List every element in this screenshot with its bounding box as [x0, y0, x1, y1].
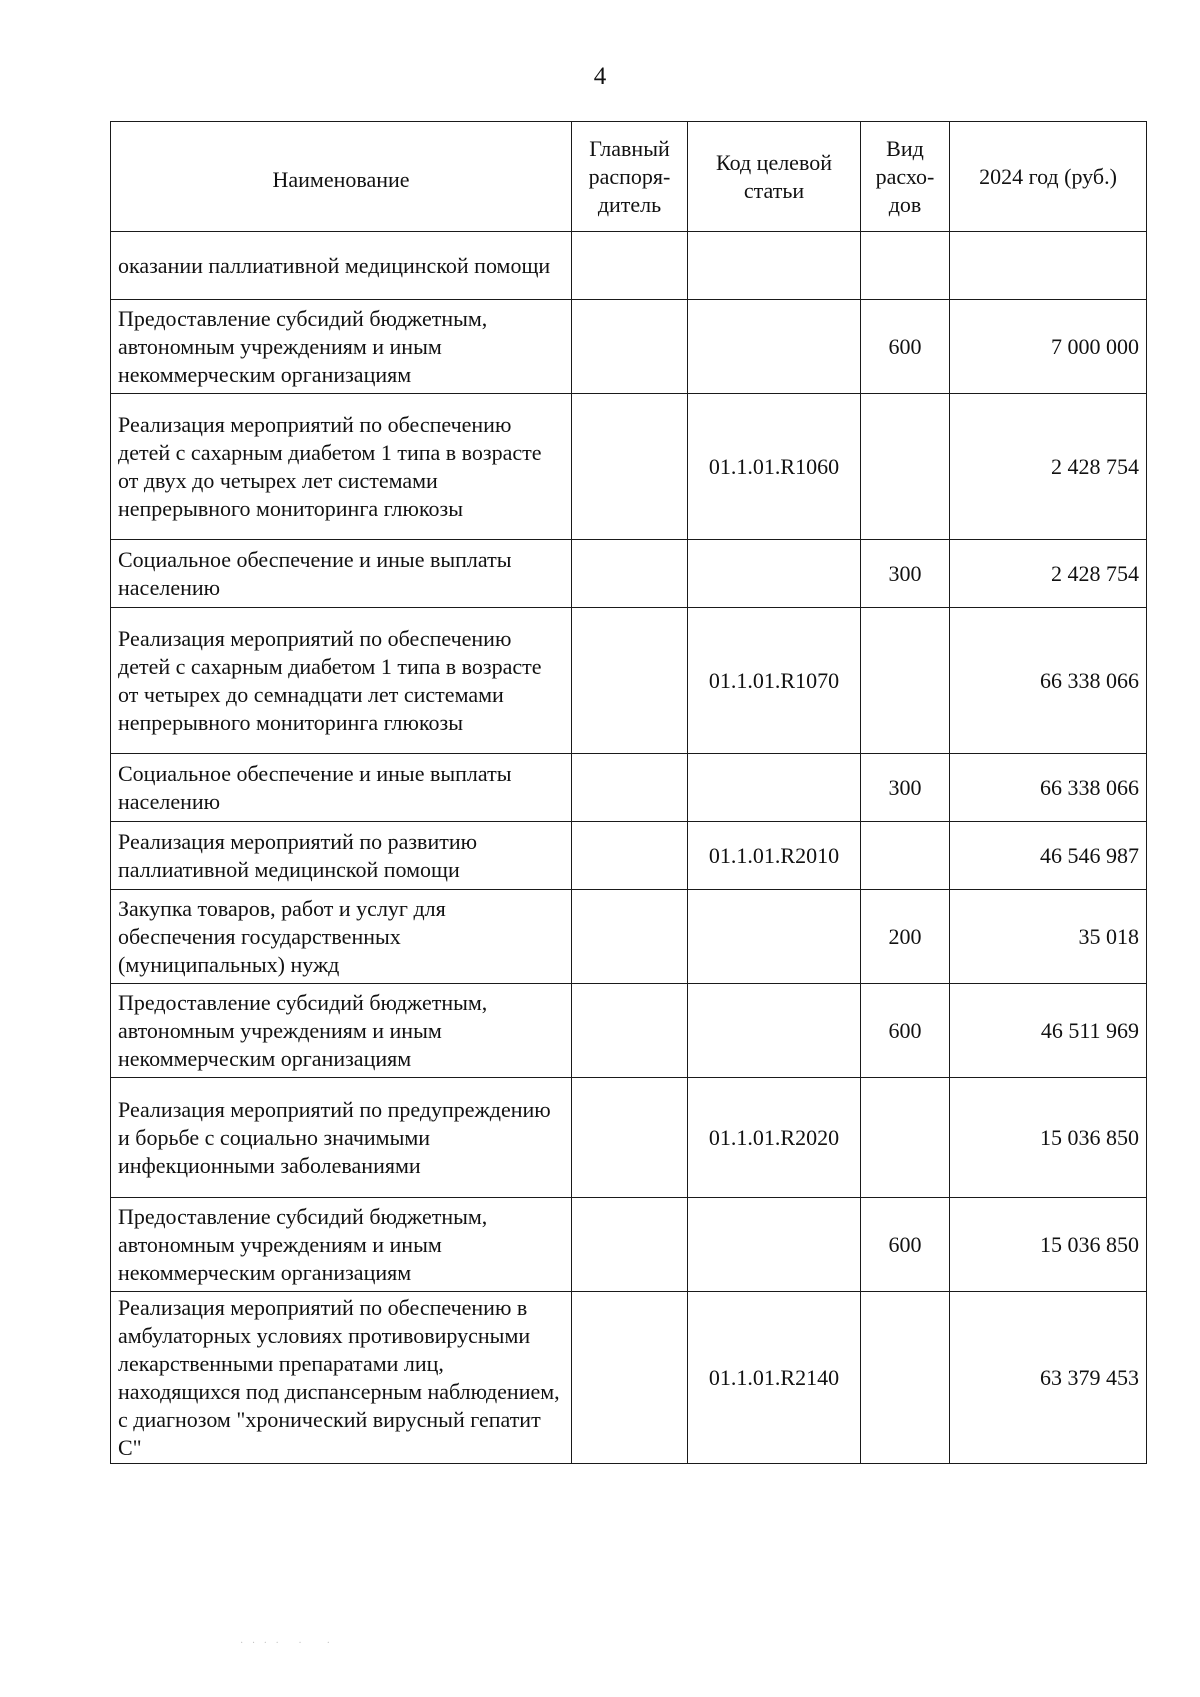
- table-row: [111, 1198, 1147, 1292]
- cell-type: [861, 232, 950, 300]
- header-manager: Главный распоря-дитель: [572, 122, 688, 232]
- cell-code: [688, 754, 861, 822]
- cell-code: 01.1.01.R2010: [688, 822, 861, 890]
- scan-artifact: · · · · · ·: [240, 1638, 333, 1649]
- cell-code: 01.1.01.R2020: [688, 1078, 861, 1198]
- cell-amount: 66 338 066: [950, 754, 1147, 822]
- table-row: [111, 232, 1147, 300]
- page-number: 4: [593, 63, 607, 90]
- table-row: [111, 1292, 1147, 1464]
- cell-name: Реализация мероприятий по предупреждению и борьбе с социально значимыми инфекционными заболеваниями: [111, 1078, 572, 1198]
- cell-name: Закупка товаров, работ и услуг для обеспечения государственных (муниципальных) нужд: [111, 890, 572, 984]
- cell-amount: [950, 232, 1147, 300]
- cell-type: [861, 1078, 950, 1198]
- cell-manager: [572, 608, 688, 754]
- cell-code: [688, 1198, 861, 1292]
- cell-manager: [572, 890, 688, 984]
- cell-manager: [572, 232, 688, 300]
- cell-manager: [572, 300, 688, 394]
- cell-type: [861, 608, 950, 754]
- cell-amount: 2 428 754: [950, 394, 1147, 540]
- cell-amount: 35 018: [950, 890, 1147, 984]
- cell-amount: 15 036 850: [950, 1198, 1147, 1292]
- cell-code: 01.1.01.R2140: [688, 1292, 861, 1464]
- cell-amount: 46 546 987: [950, 822, 1147, 890]
- cell-type: 600: [861, 1198, 950, 1292]
- cell-amount: 46 511 969: [950, 984, 1147, 1078]
- cell-code: [688, 540, 861, 608]
- cell-type: [861, 1292, 950, 1464]
- cell-name: Предоставление субсидий бюджетным, автономным учреждениям и иным некоммерческим организациям: [111, 300, 572, 394]
- cell-name: Реализация мероприятий по развитию паллиативной медицинской помощи: [111, 822, 572, 890]
- cell-amount: 66 338 066: [950, 608, 1147, 754]
- cell-name: Социальное обеспечение и иные выплаты населению: [111, 540, 572, 608]
- header-type: Вид расхо-дов: [861, 122, 950, 232]
- table-row: [111, 822, 1147, 890]
- cell-name: Социальное обеспечение и иные выплаты населению: [111, 754, 572, 822]
- cell-manager: [572, 754, 688, 822]
- cell-name: оказании паллиативной медицинской помощи: [111, 232, 572, 300]
- table-row: [111, 890, 1147, 984]
- cell-amount: 2 428 754: [950, 540, 1147, 608]
- cell-manager: [572, 1198, 688, 1292]
- cell-code: 01.1.01.R1060: [688, 394, 861, 540]
- table-row: [111, 1078, 1147, 1198]
- budget-table: [110, 121, 1147, 1464]
- cell-code: 01.1.01.R1070: [688, 608, 861, 754]
- table-row: [111, 754, 1147, 822]
- cell-manager: [572, 1078, 688, 1198]
- header-name: Наименование: [111, 122, 572, 232]
- cell-name: Предоставление субсидий бюджетным, автономным учреждениям и иным некоммерческим организациям: [111, 1198, 572, 1292]
- header-code: Код целевой статьи: [688, 122, 861, 232]
- table-row: [111, 394, 1147, 540]
- table-body: [111, 232, 1147, 1464]
- cell-manager: [572, 822, 688, 890]
- cell-name: Реализация мероприятий по обеспечению детей с сахарным диабетом 1 типа в возрасте от четырех до семнадцати лет системами непрерывного мониторинга глюкозы: [111, 608, 572, 754]
- cell-manager: [572, 394, 688, 540]
- cell-manager: [572, 1292, 688, 1464]
- table-row: [111, 984, 1147, 1078]
- cell-name: Предоставление субсидий бюджетным, автономным учреждениям и иным некоммерческим организациям: [111, 984, 572, 1078]
- cell-code: [688, 300, 861, 394]
- cell-manager: [572, 540, 688, 608]
- cell-type: [861, 822, 950, 890]
- cell-amount: 15 036 850: [950, 1078, 1147, 1198]
- cell-amount: 63 379 453: [950, 1292, 1147, 1464]
- cell-type: 600: [861, 300, 950, 394]
- header-amount: 2024 год (руб.): [950, 122, 1147, 232]
- cell-type: [861, 394, 950, 540]
- cell-name: Реализация мероприятий по обеспечению в амбулаторных условиях противовирусными лекарственными препаратами лиц, находящихся под диспансерным наблюдением, с диагнозом "хронический вирусный гепатит С": [111, 1292, 572, 1464]
- cell-code: [688, 232, 861, 300]
- table-row: [111, 608, 1147, 754]
- table-row: [111, 540, 1147, 608]
- cell-type: 300: [861, 540, 950, 608]
- cell-amount: 7 000 000: [950, 300, 1147, 394]
- cell-code: [688, 890, 861, 984]
- table-header-row: [111, 122, 1147, 232]
- cell-type: 600: [861, 984, 950, 1078]
- table-row: [111, 300, 1147, 394]
- cell-type: 300: [861, 754, 950, 822]
- cell-manager: [572, 984, 688, 1078]
- cell-name: Реализация мероприятий по обеспечению детей с сахарным диабетом 1 типа в возрасте от двух до четырех лет системами непрерывного мониторинга глюкозы: [111, 394, 572, 540]
- cell-type: 200: [861, 890, 950, 984]
- cell-code: [688, 984, 861, 1078]
